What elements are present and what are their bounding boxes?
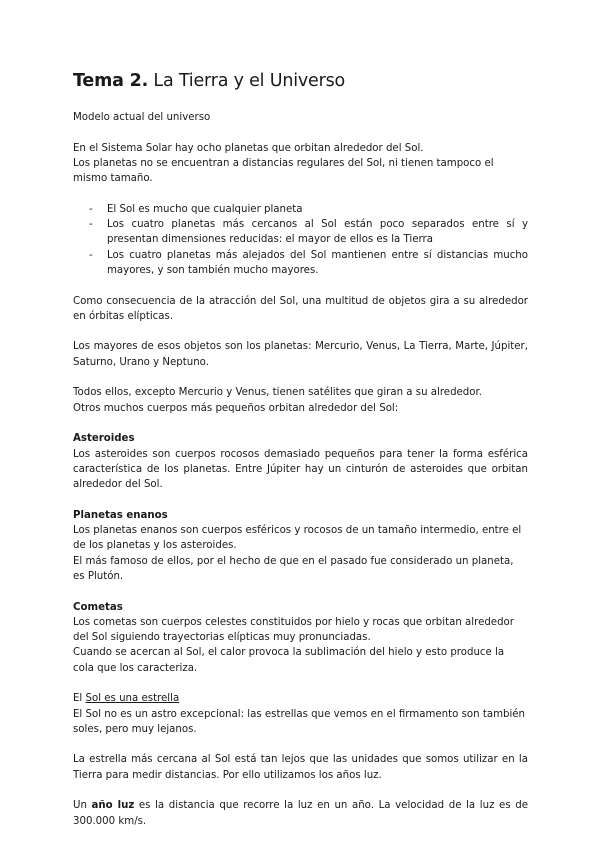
largest-objects-paragraph: Los mayores de esos objetos son los planetas: Mercurio, Venus, La Tierra, Marte, Júpiter, Saturno, Urano y Neptuno. (73, 341, 528, 368)
nearest-star-paragraph: La estrella más cercana al Sol está tan lejos que las unidades que somos utilizar en la Tierra para medir distancias. Por ello utilizamos los años luz. (73, 754, 528, 781)
light-year-definition: es la distancia que recorre la luz en un año. La velocidad de la luz es de 300.000 km/s. (73, 800, 528, 827)
intro-line-1: En el Sistema Solar hay ocho planetas que orbitan alrededor del Sol. (73, 142, 424, 154)
dash-bullet: - (89, 249, 93, 261)
dwarf-planets-paragraph-2: El más famoso de ellos, por el hecho de que en el pasado fue considerado un planeta, es Plutón. (73, 555, 514, 582)
title-bold: Tema 2. (73, 71, 149, 91)
document-body (73, 110, 528, 829)
asteroids-heading: Asteroides (73, 433, 135, 445)
comets-heading: Cometas (73, 601, 123, 613)
sun-star-underlined: Sol es una estrella (85, 693, 180, 705)
dash-bullet: - (89, 203, 93, 215)
sun-star-paragraph: El Sol no es un astro excepcional: las estrellas que vemos en el firmamento son también soles, pero muy lejanos. (73, 708, 526, 735)
sun-star-heading (73, 691, 528, 706)
light-year-paragraph (73, 798, 528, 829)
dwarf-planets-heading: Planetas enanos (73, 509, 168, 521)
list-item-text: Los cuatro planetas más alejados del Sol mantienen entre sí distancias mucho mayores, y son también mucho mayores. (107, 249, 528, 276)
asteroids-paragraph: Los asteroides son cuerpos rocosos demasiado pequeños para tener la forma esférica característica de los planetas. Entre Júpiter hay un cinturón de asteroides que orbitan alrededor del Sol. (73, 448, 528, 491)
list-item (73, 217, 528, 248)
list-item-text: Los cuatro planetas más cercanos al Sol están poco separados entre sí y presentan dimensiones reducidas: el mayor de ellos es la Tierra (107, 219, 528, 246)
planet-list (73, 202, 528, 278)
satellites-line-2: Otros muchos cuerpos más pequeños orbitan alrededor del Sol: (73, 402, 399, 414)
list-item (73, 202, 528, 217)
page-title (73, 71, 345, 91)
title-rest: La Tierra y el Universo (148, 71, 346, 91)
comets-paragraph-2: Cuando se acercan al Sol, el calor provoca la sublimación del hielo y esto produce la cola que los caracteriza. (73, 647, 505, 674)
dash-bullet: - (89, 219, 93, 231)
light-year-prefix: Un (73, 800, 92, 812)
list-item-text: El Sol es mucho que cualquier planeta (107, 203, 303, 215)
dwarf-planets-paragraph-1: Los planetas enanos son cuerpos esféricos y rocosos de un tamaño intermedio, entre el de los planetas y los asteroides. (73, 525, 522, 552)
subtitle: Modelo actual del universo (73, 112, 211, 123)
comets-paragraph-1: Los cometas son cuerpos celestes constituidos por hielo y rocas que orbitan alrededor del Sol siguiendo trayectorias elípticas muy pronunciadas. (73, 616, 514, 644)
light-year-term: año luz (91, 800, 135, 812)
attraction-paragraph: Como consecuencia de la atracción del Sol, una multitud de objetos gira a su alrededor en órbitas elípticas. (73, 295, 528, 322)
sun-star-prefix: El (73, 693, 86, 705)
intro-line-2: Los planetas no se encuentran a distancias regulares del Sol, ni tienen tampoco el mismo tamaño. (73, 157, 494, 185)
satellites-line-1: Todos ellos, excepto Mercurio y Venus, tienen satélites que giran a su alrededor. (73, 387, 482, 399)
list-item (73, 248, 528, 279)
